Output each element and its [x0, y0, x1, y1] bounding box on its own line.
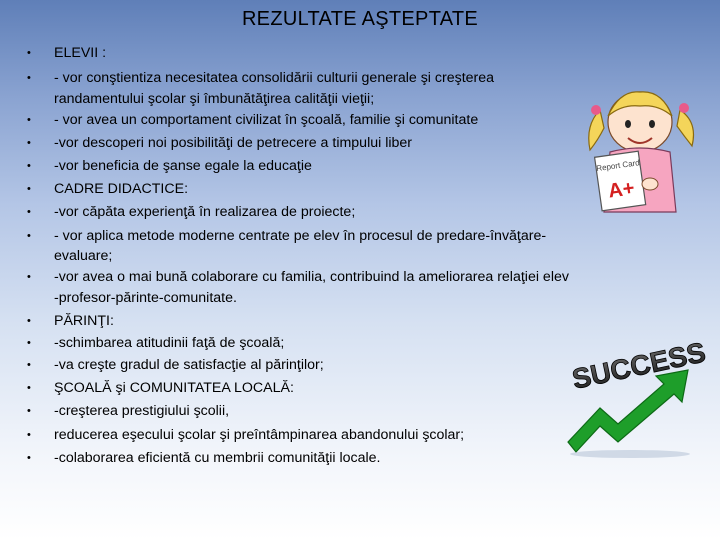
list-item-text: -vor beneficia de şanse egale la educaţie — [54, 158, 312, 174]
bullet-marker: • — [27, 160, 31, 172]
bullet-marker: • — [27, 271, 31, 283]
bullet-marker: • — [27, 315, 31, 327]
list-item-text: ELEVII : — [54, 45, 107, 61]
bullet-marker: • — [27, 359, 31, 371]
list-item-continuation — [0, 289, 720, 307]
bullet-marker: • — [27, 337, 31, 349]
bullet-marker: • — [27, 72, 31, 84]
list-item-text: CADRE DIDACTICE: — [54, 181, 189, 197]
list-item-text: - vor conştientiza necesitatea consolidării culturii generale şi creşterea — [54, 70, 495, 86]
slide-title: REZULTATE AŞTEPTATE — [241, 8, 479, 30]
bullet-marker: • — [27, 382, 31, 394]
bullet-marker: • — [27, 206, 31, 218]
report-card-text: Report Card — [595, 158, 641, 174]
list-item-text: PĂRINŢI: — [54, 313, 114, 329]
bullet-marker: • — [27, 452, 31, 464]
list-item-text: -vor căpăta experienţă în realizarea de proiecte; — [54, 204, 356, 220]
bullet-marker: • — [27, 137, 31, 149]
bullet-marker: • — [27, 429, 31, 441]
bullet-marker: • — [27, 230, 31, 242]
list-item — [0, 312, 720, 330]
list-item-text: ŞCOALĂ şi COMUNITATEA LOCALĂ: — [54, 380, 294, 396]
list-item-text: -vor descoperi noi posibilităţi de petrecere a timpului liber — [54, 135, 413, 151]
bullet-marker: • — [27, 114, 31, 126]
list-item-text: -profesor-părinte-comunitate. — [54, 290, 237, 306]
list-item-text: evaluare; — [54, 248, 113, 264]
bullet-marker: • — [27, 183, 31, 195]
list-item-text: randamentului şcolar şi îmbunătăţirea calităţii vieţii; — [54, 91, 375, 107]
list-item — [0, 227, 720, 245]
grade-text: A+ — [606, 177, 636, 203]
list-item — [0, 268, 720, 286]
success-arrow-illustration — [560, 330, 710, 460]
list-item-text: - vor aplica metode moderne centrate pe elev în procesul de predare-învăţare- — [54, 228, 547, 244]
list-item-text: -schimbarea atitudinii faţă de şcoală; — [54, 335, 285, 351]
list-item-text: -colaborarea eficientă cu membrii comunităţii locale. — [54, 450, 381, 466]
list-item-text: -creşterea prestigiului şcolii, — [54, 403, 230, 419]
success-word: SUCCESS — [569, 336, 709, 395]
list-item-text: -vor avea o mai bună colaborare cu familia, contribuind la ameliorarea relaţiei elev — [54, 269, 569, 285]
girl-report-card-illustration — [580, 80, 700, 220]
list-item-text: - vor avea un comportament civilizat în şcoală, familie şi comunitate — [54, 112, 479, 128]
bullet-marker: • — [27, 47, 31, 59]
list-item-text: reducerea eşecului şcolar şi preîntâmpinarea abandonului şcolar; — [54, 427, 465, 443]
list-item-text: -va creşte gradul de satisfacţie al părinţilor; — [54, 357, 324, 373]
list-item — [0, 44, 720, 62]
list-item-continuation — [0, 247, 720, 265]
bullet-marker: • — [27, 405, 31, 417]
